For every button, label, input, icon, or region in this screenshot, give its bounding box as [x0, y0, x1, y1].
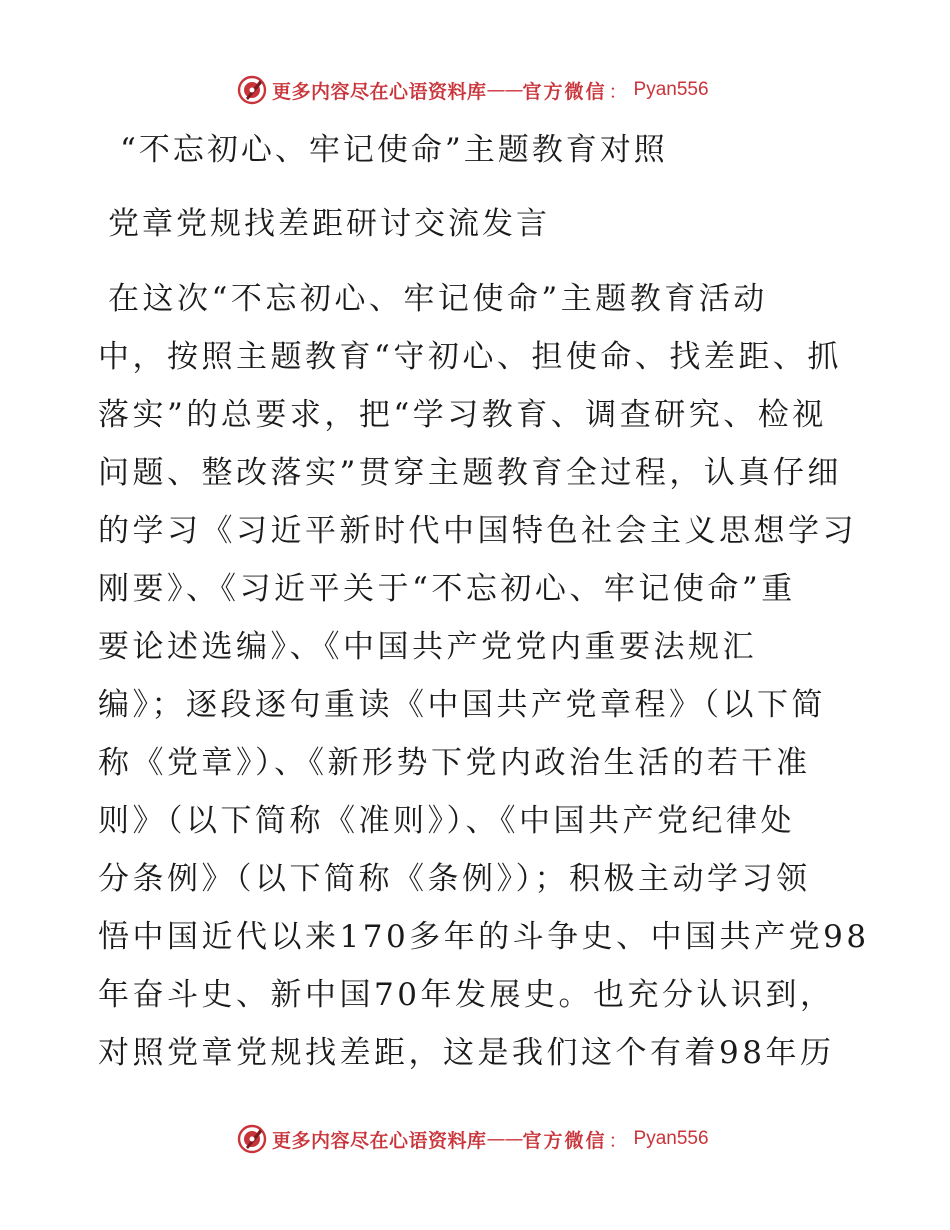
banner-wechat-label: 官方微信 — [522, 80, 607, 103]
banner-dash: —— — [486, 79, 523, 101]
body-line: 称《党章》）、《新形势下党内政治生活的若干准 — [98, 745, 811, 781]
body-line: 刚要》、《习近平关于“不忘初心、牢记使命”重 — [98, 571, 796, 607]
banner-promo-text: 更多内容尽在心语资料库 — [272, 1129, 487, 1152]
body-paragraph — [98, 270, 870, 1082]
body-line: 问题、整改落实”贯穿主题教育全过程，认真仔细 — [98, 455, 842, 491]
body-line: 则》（以下简称《准则》）、《中国共产党纪律处 — [98, 803, 795, 839]
footer-watermark — [236, 1121, 709, 1157]
document-title-line-2: 党章党规找差距研讨交流发言 — [108, 206, 550, 242]
header-watermark — [236, 72, 709, 108]
body-line: 分条例》（以下简称《条例》）；积极主动学习领 — [98, 861, 811, 897]
document-title-line-1: “不忘初心、牢记使命”主题教育对照 — [120, 132, 668, 168]
banner-account: Pyan556 — [633, 1128, 709, 1149]
banner-separator: ： — [608, 1129, 628, 1152]
banner-separator: ： — [608, 80, 628, 103]
quill-pen-logo-icon — [236, 74, 268, 106]
banner-dash: —— — [486, 1128, 523, 1150]
body-line: 中，按照主题教育“守初心、担使命、找差距、抓 — [98, 339, 842, 375]
banner-wechat-label: 官方微信 — [522, 1129, 607, 1152]
body-line: 年奋斗史、新中国70年发展史。也充分认识到， — [98, 977, 835, 1013]
body-line: 要论述选编》、《中国共产党党内重要法规汇 — [98, 629, 757, 665]
body-line: 对照党章党规找差距，这是我们这个有着98年历 — [98, 1035, 835, 1071]
quill-pen-logo-icon — [236, 1123, 268, 1155]
body-line: 编》；逐段逐句重读《中国共产党章程》（以下简 — [98, 687, 826, 723]
body-line: 的学习《习近平新时代中国特色社会主义思想学习 — [98, 513, 857, 549]
body-line: 落实”的总要求，把“学习教育、调查研究、检视 — [98, 397, 827, 433]
body-line: 在这次“不忘初心、牢记使命”主题教育活动 — [108, 281, 768, 317]
banner-account: Pyan556 — [633, 79, 709, 100]
banner-promo-text: 更多内容尽在心语资料库 — [272, 80, 487, 103]
body-line: 悟中国近代以来170多年的斗争史、中国共产党98 — [98, 919, 870, 955]
